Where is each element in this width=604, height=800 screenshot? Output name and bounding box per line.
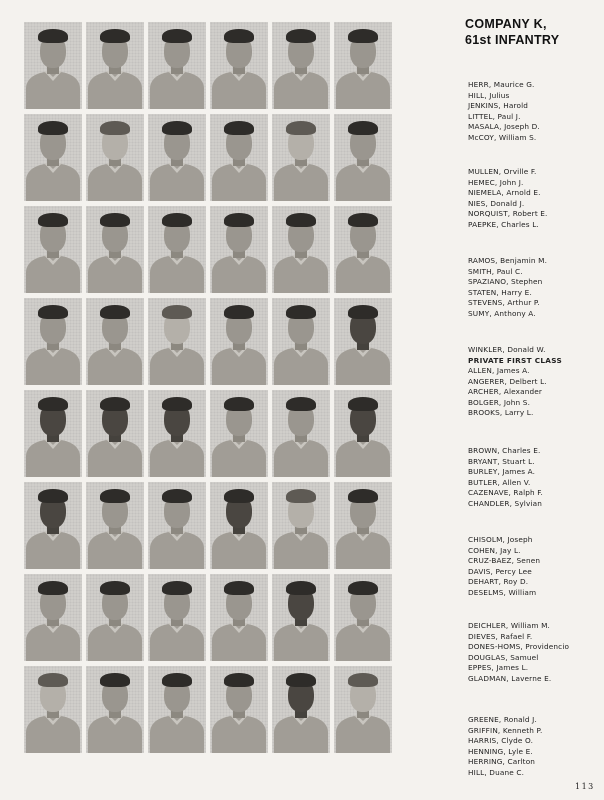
soldier-name: STEVENS, Arthur P. <box>468 298 540 307</box>
portrait-photo <box>86 666 144 753</box>
portrait-photo <box>210 574 268 661</box>
soldier-name: DOUGLAS, Samuel <box>468 652 539 662</box>
portrait-hair <box>162 397 192 411</box>
soldier-name: DAVIS, Percy Lee <box>468 566 532 576</box>
soldier-name: BUTLER, Allen V. <box>468 477 531 487</box>
portrait-hair <box>100 489 130 503</box>
soldier-name: HEMEC, John J. <box>468 177 524 187</box>
portrait-photo <box>86 390 144 477</box>
portrait-hair <box>100 673 130 687</box>
soldier-name: GLADMAN, Laverne E. <box>468 673 552 683</box>
portrait-hair <box>224 305 254 319</box>
portrait-row <box>24 114 392 201</box>
soldier-name: BROOKS, Larry L. <box>468 408 534 417</box>
portrait-photo <box>24 206 82 293</box>
soldier-name: HERR, Maurice G. <box>468 80 535 89</box>
portrait-row <box>24 574 392 661</box>
portrait-photo <box>86 22 144 109</box>
soldier-name: ANGERER, Delbert L. <box>468 376 547 386</box>
rank-heading: PRIVATE FIRST CLASS <box>468 355 563 365</box>
soldier-name: EPPES, James L. <box>468 663 529 672</box>
portrait-hair <box>224 213 254 227</box>
portrait-photo <box>86 482 144 569</box>
soldier-name: HERRING, Carlton <box>468 757 536 766</box>
portrait-hair <box>224 29 254 43</box>
company-heading <box>465 16 595 48</box>
portrait-photo <box>334 666 392 753</box>
soldier-name: COHEN, Jay L. <box>468 545 521 555</box>
soldier-name: NORQUIST, Robert E. <box>468 209 548 218</box>
portrait-row <box>24 666 392 753</box>
portrait-hair <box>162 29 192 43</box>
portrait-photo <box>272 390 330 477</box>
portrait-hair <box>286 489 316 503</box>
portrait-row <box>24 390 392 477</box>
portrait-hair <box>348 121 378 135</box>
portrait-hair <box>348 305 378 319</box>
soldier-name: JENKINS, Harold <box>468 101 529 110</box>
portrait-row <box>24 206 392 293</box>
soldier-name: HENNING, Lyle E. <box>468 746 533 756</box>
soldier-name: BROWN, Charles E. <box>468 446 541 455</box>
name-group <box>468 80 602 143</box>
soldier-name: SUMY, Anthony A. <box>468 308 536 318</box>
name-group <box>468 535 602 598</box>
portrait-photo <box>148 206 206 293</box>
portrait-photo <box>148 666 206 753</box>
soldier-name: MULLEN, Orville F. <box>468 167 537 176</box>
portrait-hair <box>348 213 378 227</box>
portrait-hair <box>224 489 254 503</box>
portrait-photo <box>272 114 330 201</box>
portrait-row <box>24 22 392 109</box>
name-group <box>468 345 602 419</box>
soldier-name: DESELMS, William <box>468 587 537 597</box>
portrait-photo <box>86 574 144 661</box>
portrait-photo <box>272 482 330 569</box>
soldier-name: RAMOS, Benjamin M. <box>468 256 548 265</box>
portrait-photo <box>272 22 330 109</box>
portrait-hair <box>38 213 68 227</box>
portrait-photo <box>24 298 82 385</box>
portrait-photo <box>334 482 392 569</box>
page-number: 113 <box>575 782 595 791</box>
soldier-name: LITTEL, Paul J. <box>468 111 521 121</box>
portrait-hair <box>100 213 130 227</box>
portrait-grid <box>24 22 392 758</box>
soldier-name: HARRIS, Clyde O. <box>468 736 534 745</box>
portrait-hair <box>38 305 68 319</box>
portrait-hair <box>348 489 378 503</box>
portrait-hair <box>100 397 130 411</box>
portrait-hair <box>286 673 316 687</box>
portrait-hair <box>38 397 68 411</box>
portrait-hair <box>224 581 254 595</box>
portrait-hair <box>162 489 192 503</box>
portrait-row <box>24 482 392 569</box>
portrait-photo <box>24 22 82 109</box>
soldier-name: WINKLER, Donald W. <box>468 345 546 354</box>
soldier-name: CAZENAVE, Ralph F. <box>468 488 543 497</box>
soldier-name: STATEN, Harry E. <box>468 287 532 297</box>
portrait-hair <box>348 29 378 43</box>
portrait-photo <box>148 482 206 569</box>
portrait-photo <box>24 574 82 661</box>
soldier-name: HILL, Duane C. <box>468 767 525 777</box>
portrait-photo <box>272 298 330 385</box>
portrait-photo <box>148 22 206 109</box>
soldier-name: PAEPKE, Charles L. <box>468 219 539 229</box>
soldier-name: ALLEN, James A. <box>468 366 530 375</box>
portrait-hair <box>162 581 192 595</box>
soldier-name: BOLGER, John S. <box>468 397 531 407</box>
portrait-photo <box>272 574 330 661</box>
soldier-name: CHISOLM, Joseph <box>468 535 533 544</box>
portrait-hair <box>38 121 68 135</box>
portrait-hair <box>100 581 130 595</box>
portrait-hair <box>38 489 68 503</box>
soldier-name: SPAZIANO, Stephen <box>468 277 543 286</box>
portrait-photo <box>334 22 392 109</box>
portrait-photo <box>334 206 392 293</box>
portrait-hair <box>224 673 254 687</box>
portrait-photo <box>86 298 144 385</box>
portrait-hair <box>348 397 378 411</box>
portrait-hair <box>100 29 130 43</box>
name-group <box>468 715 602 778</box>
portrait-hair <box>224 121 254 135</box>
portrait-hair <box>162 213 192 227</box>
portrait-photo <box>24 390 82 477</box>
portrait-photo <box>334 114 392 201</box>
portrait-photo <box>210 390 268 477</box>
name-group <box>468 256 602 319</box>
portrait-hair <box>286 397 316 411</box>
soldier-name: GREENE, Ronald J. <box>468 715 537 724</box>
portrait-photo <box>148 114 206 201</box>
heading-company: COMPANY K, <box>465 17 547 31</box>
soldier-name: CRUZ-BAEZ, Senen <box>468 556 541 565</box>
soldier-name: MASALA, Joseph D. <box>468 122 540 131</box>
name-group <box>468 167 602 230</box>
portrait-hair <box>38 581 68 595</box>
portrait-hair <box>348 673 378 687</box>
portrait-hair <box>162 673 192 687</box>
portrait-hair <box>162 121 192 135</box>
portrait-hair <box>38 673 68 687</box>
portrait-photo <box>148 390 206 477</box>
portrait-photo <box>272 206 330 293</box>
portrait-hair <box>224 397 254 411</box>
name-group <box>468 621 602 684</box>
soldier-name: NIEMELA, Arnold E. <box>468 188 541 197</box>
portrait-hair <box>286 29 316 43</box>
portrait-photo <box>272 666 330 753</box>
portrait-photo <box>210 22 268 109</box>
portrait-photo <box>24 482 82 569</box>
portrait-photo <box>210 482 268 569</box>
portrait-photo <box>148 298 206 385</box>
portrait-photo <box>86 114 144 201</box>
soldier-name: BURLEY, James A. <box>468 467 536 476</box>
soldier-name: HILL, Julius <box>468 90 510 100</box>
portrait-hair <box>100 305 130 319</box>
portrait-hair <box>286 581 316 595</box>
portrait-photo <box>210 114 268 201</box>
portrait-photo <box>24 666 82 753</box>
portrait-photo <box>210 298 268 385</box>
soldier-name: DEICHLER, William M. <box>468 621 551 630</box>
soldier-name: CHANDLER, Sylvian <box>468 498 543 508</box>
name-group <box>468 446 602 509</box>
portrait-photo <box>334 298 392 385</box>
portrait-hair <box>348 581 378 595</box>
portrait-hair <box>286 121 316 135</box>
portrait-hair <box>286 305 316 319</box>
portrait-hair <box>286 213 316 227</box>
soldier-name: DEHART, Roy D. <box>468 577 529 586</box>
portrait-photo <box>86 206 144 293</box>
portrait-photo <box>334 574 392 661</box>
soldier-name: DIEVES, Rafael F. <box>468 631 533 641</box>
soldier-name: GRIFFIN, Kenneth P. <box>468 725 543 735</box>
portrait-photo <box>148 574 206 661</box>
heading-unit: 61st INFANTRY <box>465 33 560 47</box>
portrait-photo <box>334 390 392 477</box>
portrait-hair <box>100 121 130 135</box>
portrait-hair <box>38 29 68 43</box>
soldier-name: BRYANT, Stuart L. <box>468 456 535 466</box>
portrait-hair <box>162 305 192 319</box>
soldier-name: NIES, Donald J. <box>468 198 525 208</box>
portrait-photo <box>210 206 268 293</box>
soldier-name: McCOY, William S. <box>468 132 537 142</box>
portrait-photo <box>24 114 82 201</box>
soldier-name: ARCHER, Alexander <box>468 387 543 396</box>
soldier-name: DONES-HOMS, Providencio <box>468 642 570 651</box>
soldier-name: SMITH, Paul C. <box>468 266 523 276</box>
portrait-photo <box>210 666 268 753</box>
portrait-row <box>24 298 392 385</box>
